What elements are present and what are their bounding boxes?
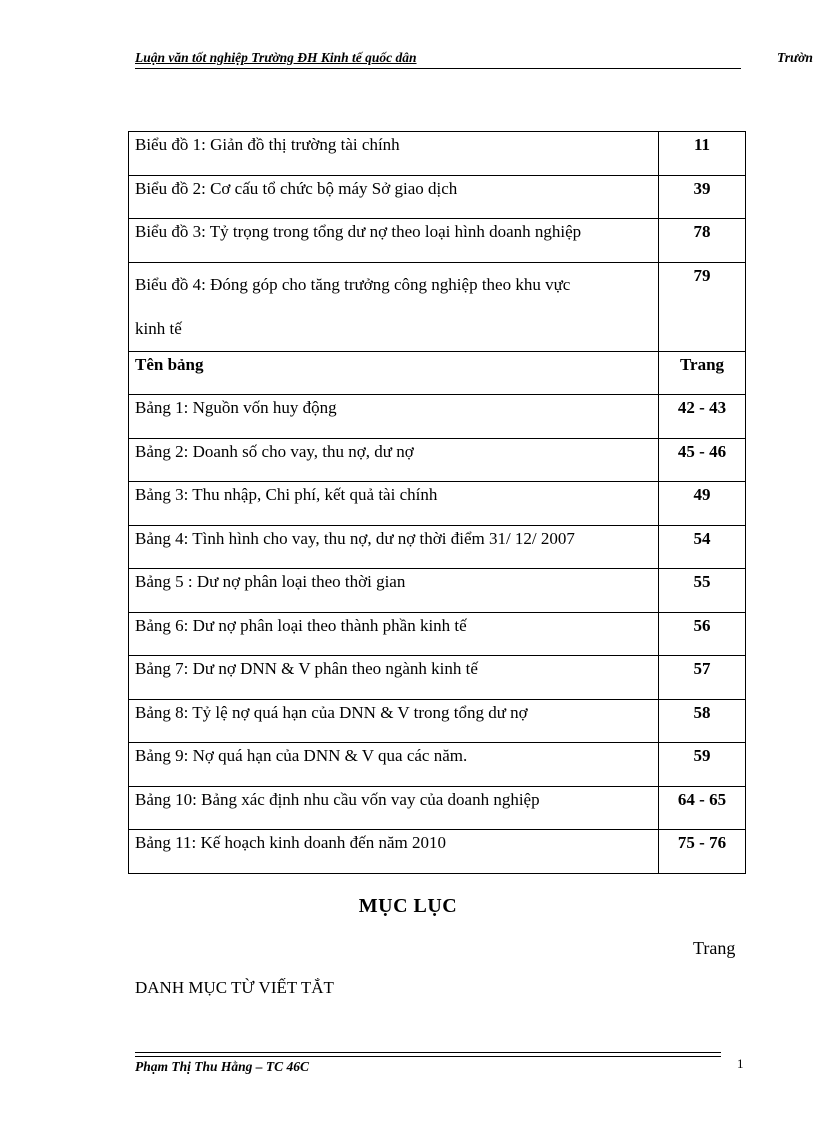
- row-page: 54: [659, 525, 746, 569]
- row-page: 39: [659, 175, 746, 219]
- row-page: 57: [659, 656, 746, 700]
- row-page: 64 - 65: [659, 786, 746, 830]
- table-row: [129, 395, 746, 439]
- section-title: MỤC LỤC: [358, 895, 458, 917]
- row-name: Biểu đồ 3: Tỷ trọng trong tổng dư nợ theo loại hình doanh nghiệp: [129, 219, 659, 263]
- table-row: [129, 262, 746, 351]
- footer-author: Phạm Thị Thu Hằng – TC 46C: [135, 1059, 310, 1074]
- row-name: Bảng 7: Dư nợ DNN & V phân theo ngành kinh tế: [129, 656, 659, 700]
- row-name: Bảng 4: Tình hình cho vay, thu nợ, dư nợ thời điểm 31/ 12/ 2007: [129, 525, 659, 569]
- page-column-label: Trang: [693, 938, 736, 958]
- row-name: Biểu đồ 2: Cơ cấu tổ chức bộ máy Sở giao dịch: [129, 175, 659, 219]
- figures-tables-list: [128, 131, 746, 874]
- row-name: Bảng 11: Kế hoạch kinh doanh đến năm 2010: [129, 830, 659, 874]
- row-page: 58: [659, 699, 746, 743]
- row-name: Bảng 8: Tỷ lệ nợ quá hạn của DNN & V trong tổng dư nợ: [129, 699, 659, 743]
- table-row: [129, 219, 746, 263]
- table-row: [129, 830, 746, 874]
- row-page: 59: [659, 743, 746, 787]
- row-page: 78: [659, 219, 746, 263]
- table-row: [129, 569, 746, 613]
- table-row: [129, 743, 746, 787]
- table-row: [129, 438, 746, 482]
- table-row: [129, 699, 746, 743]
- row-page: 75 - 76: [659, 830, 746, 874]
- row-name: Bảng 6: Dư nợ phân loại theo thành phần kinh tế: [129, 612, 659, 656]
- row-name-line1: Biểu đồ 4: Đóng góp cho tăng trưởng công nghiệp theo khu vực: [135, 274, 571, 294]
- column-header-name: Tên bảng: [129, 351, 659, 395]
- table-row: [129, 482, 746, 526]
- table-row: [129, 656, 746, 700]
- row-name: Bảng 1: Nguồn vốn huy động: [129, 395, 659, 439]
- toc-entry: DANH MỤC TỪ VIẾT TẮT: [135, 978, 334, 997]
- row-page: 55: [659, 569, 746, 613]
- table-row: [129, 132, 746, 176]
- row-page: 42 - 43: [659, 395, 746, 439]
- row-page: 79: [659, 262, 746, 351]
- row-page: 45 - 46: [659, 438, 746, 482]
- header-title-overflow: Trườn: [777, 50, 813, 65]
- table-row: [129, 786, 746, 830]
- footer-divider: [135, 1056, 721, 1057]
- page-number: 1: [737, 1056, 744, 1071]
- row-name: Bảng 9: Nợ quá hạn của DNN & V qua các năm.: [129, 743, 659, 787]
- row-name: Bảng 3: Thu nhập, Chi phí, kết quả tài chính: [129, 482, 659, 526]
- row-page: 56: [659, 612, 746, 656]
- column-header-page: Trang: [659, 351, 746, 395]
- table-header-row: [129, 351, 746, 395]
- header-title: Luận văn tốt nghiệp Trường ĐH Kinh tế quốc dân: [135, 50, 417, 65]
- page-header: [135, 48, 741, 69]
- table-row: [129, 525, 746, 569]
- row-page: 49: [659, 482, 746, 526]
- footer-divider: [135, 1052, 721, 1053]
- row-name: Bảng 5 : Dư nợ phân loại theo thời gian: [129, 569, 659, 613]
- row-page: 11: [659, 132, 746, 176]
- row-name: Bảng 10: Bảng xác định nhu cầu vốn vay của doanh nghiệp: [129, 786, 659, 830]
- row-name-line2: kinh tế: [135, 318, 182, 338]
- row-name: [129, 262, 659, 351]
- row-name: Bảng 2: Doanh số cho vay, thu nợ, dư nợ: [129, 438, 659, 482]
- row-name: Biểu đồ 1: Giản đồ thị trường tài chính: [129, 132, 659, 176]
- table-row: [129, 612, 746, 656]
- table-row: [129, 175, 746, 219]
